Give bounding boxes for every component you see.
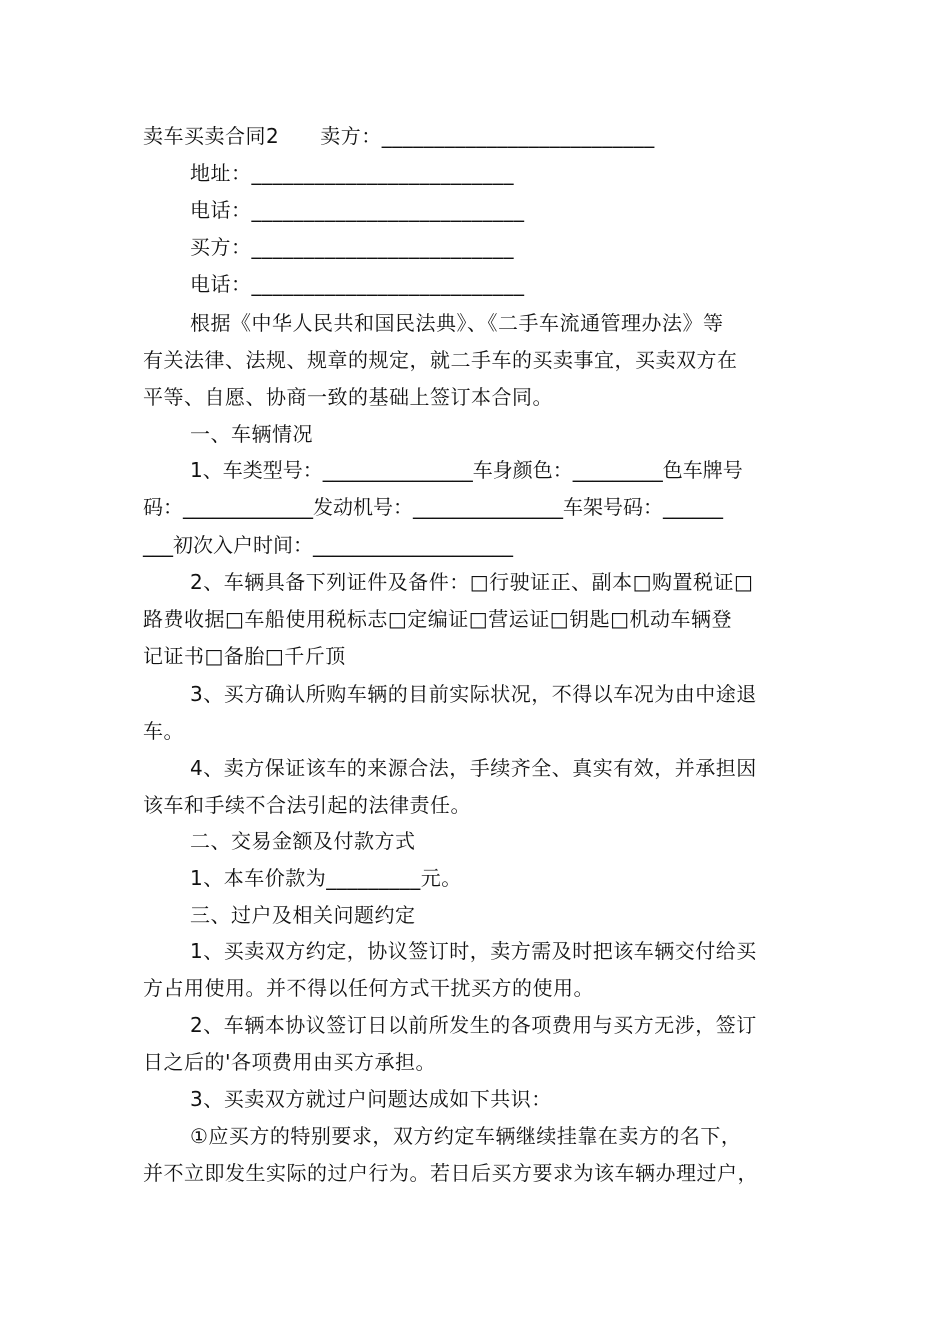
clause-3-3-a-line-2: 并不立即发生实际的过户行为。若日后买方要求为该车辆办理过户，: [143, 1161, 758, 1185]
preamble-line-1: 根据《中华人民共和国民法典》、《二手车流通管理办法》等: [190, 311, 724, 335]
seller-address-line: 地址：_________________________: [190, 161, 514, 185]
title-and-seller-line: 卖车买卖合同2 卖方：__________________________: [143, 124, 655, 148]
clause-1-4-line-1: 4、卖方保证该车的来源合法，手续齐全、真实有效，并承担因: [190, 756, 757, 780]
clause-3-3-a-line-1: ①应买方的特别要求，双方约定车辆继续挂靠在卖方的名下，: [190, 1124, 742, 1148]
clause-2-1-line: 1、本车价款为_________元。: [190, 866, 462, 890]
preamble-line-2: 有关法律、法规、规章的规定，就二手车的买卖事宜，买卖双方在: [143, 348, 738, 372]
clause-1-2-line-2: 路费收据□车船使用税标志□定编证□营运证□钥匙□机动车辆登: [143, 607, 732, 631]
clause-1-3-line-1: 3、买方确认所购车辆的目前实际状况，不得以车况为由中途退: [190, 682, 757, 706]
section-1-heading: 一、车辆情况: [190, 422, 313, 446]
preamble-line-3: 平等、自愿、协商一致的基础上签订本合同。: [143, 385, 553, 409]
clause-1-4-line-2: 该车和手续不合法引起的法律责任。: [143, 793, 471, 817]
clause-3-3-line: 3、买卖双方就过户问题达成如下共识：: [190, 1087, 552, 1111]
clause-1-1-line-1: 1、车类型号：_______________车身颜色：_________色车牌号: [190, 458, 743, 482]
clause-3-1-line-1: 1、买卖双方约定，协议签订时，卖方需及时把该车辆交付给买: [190, 939, 757, 963]
clause-3-1-line-2: 方占用使用。并不得以任何方式干扰买方的使用。: [143, 976, 594, 1000]
clause-1-2-line-3: 记证书□备胎□千斤顶: [143, 644, 346, 668]
clause-1-2-line-1: 2、车辆具备下列证件及备件：□行驶证正、副本□购置税证□: [190, 570, 754, 594]
clause-3-2-line-1: 2、车辆本协议签订日以前所发生的各项费用与买方无涉，签订: [190, 1013, 757, 1037]
clause-3-2-line-2: 日之后的'各项费用由买方承担。: [143, 1050, 436, 1074]
section-2-heading: 二、交易金额及付款方式: [190, 829, 416, 853]
seller-phone-line: 电话：__________________________: [190, 198, 525, 222]
clause-1-1-line-2: 码：_____________发动机号：_______________车架号码：______: [143, 495, 723, 519]
clause-1-1-line-3: ___初次入户时间：____________________: [143, 533, 513, 557]
section-3-heading: 三、过户及相关问题约定: [190, 903, 416, 927]
clause-1-3-line-2: 车。: [143, 719, 184, 743]
buyer-phone-line: 电话：__________________________: [190, 272, 525, 296]
buyer-line: 买方：_________________________: [190, 235, 514, 259]
